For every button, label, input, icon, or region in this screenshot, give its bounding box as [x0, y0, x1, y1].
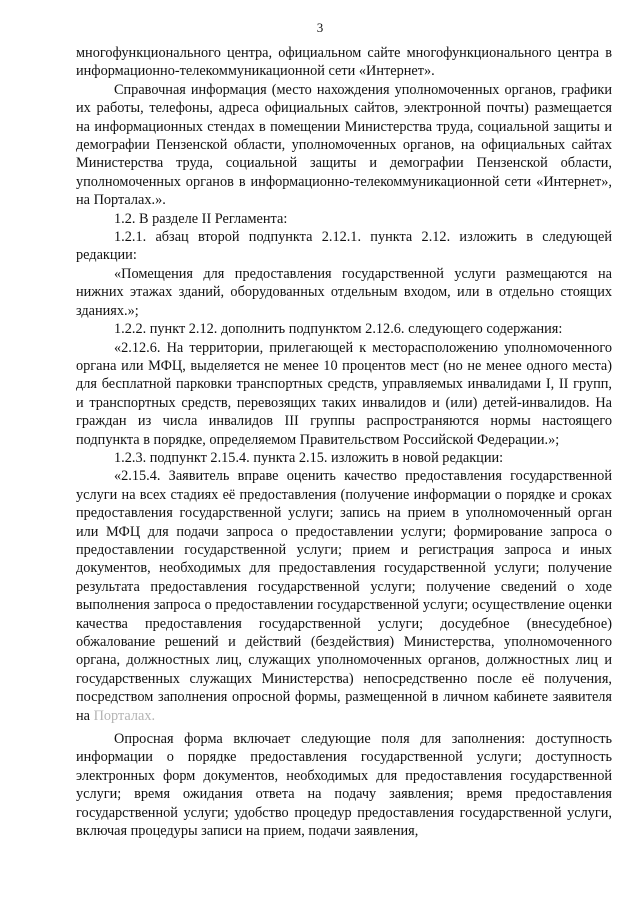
paragraph-section-heading: 1.2. В разделе II Регламента:: [114, 210, 288, 227]
paragraph-parking-quote: «2.12.6. На территории, прилегающей к месторасположению уполномоченного органа или МФЦ, выделяется не менее 10 процентов мест (но не менее одного места) для бесплатной парковки транспортных средств, управляемых инвалидами I, II групп, и транспортных средств, перевозящих таких инвалидов и (или) детей-инвалидов. На граждан из числа инвалидов III группы распространяются нормы настоящего подпункта в порядке, определяемом Правительством Российской Федерации.»;: [76, 339, 612, 448]
paragraph-reference-info: Справочная информация (место нахождения уполномоченных органов, графики их работы, телефоны, адреса официальных сайтов, электронной почты) размещается на информационных стендах в помещении Министерства труда, социальной защиты и демографии Пензенской области, уполномоченных органов, на официальных сайтах Министерства труда, социальной защиты и демографии Пензенской области, уполномоченных органов в информационно-телекоммуникационной сети «Интернет», на Порталах.».: [76, 81, 612, 209]
paragraph-survey-form: Опросная форма включает следующие поля для заполнения: доступность информации о порядке предоставления государственной услуги; доступность электронных форм документов, необходимых для предоставления государственной услуги; время ожидания ответа на подачу заявления; время предоставления государственной услуги; удобство процедур предоставления государственной услуги, включая процедуры записи на прием, подачи заявления,: [76, 731, 612, 840]
paragraph-premises-quote: «Помещения для предоставления государственной услуги размещаются на нижних этажах зданий, оборудованных отдельным входом, или в отдельно стоящих зданиях.»;: [76, 265, 612, 319]
quality-assessment-text: «2.15.4. Заявитель вправе оценить качество предоставления государственной услуги на всех стадиях её предоставления (получение информации о порядке и сроках предоставления государственной услуги; запись на прием в уполномоченный орган или МФЦ для подачи запроса о предоставлении услуги; формирование запроса о предоставлении государственной услуги; прием и регистрация запроса и иных документов, необходимых для предоставления государственной услуги; получение результата предоставления государственной услуги; получение сведений о ходе выполнения запроса о предоставлении государственной услуги; осуществление оценки качества предоставления государственной услуги; досудебное (внесудебное) обжалование решений и действий (бездействия) Министерства, уполномоченного органа, должностных лиц, служащих уполномоченных органов, должностных лиц и государственных служащих Министерства) непосредственно после её получения, посредством заполнения опросной формы, размещенной в личном кабинете заявителя на: [76, 468, 612, 724]
portals-faded-text: Порталах.: [93, 707, 156, 724]
document-body: [76, 44, 612, 840]
paragraph-item-1-2-2: 1.2.2. пункт 2.12. дополнить подпунктом 2.12.6. следующего содержания:: [114, 321, 563, 338]
paragraph-quality-assessment: [76, 467, 612, 725]
paragraph-item-1-2-3: 1.2.3. подпункт 2.15.4. пункта 2.15. изложить в новой редакции:: [114, 449, 504, 466]
paragraph-continuation: многофункционального центра, официальном сайте многофункционального центра в информационно-телекоммуникационной сети «Интернет».: [76, 45, 612, 80]
paragraph-item-1-2-1: 1.2.1. абзац второй подпункта 2.12.1. пункта 2.12. изложить в следующей редакции:: [76, 229, 612, 264]
page-number: 3: [316, 20, 324, 35]
